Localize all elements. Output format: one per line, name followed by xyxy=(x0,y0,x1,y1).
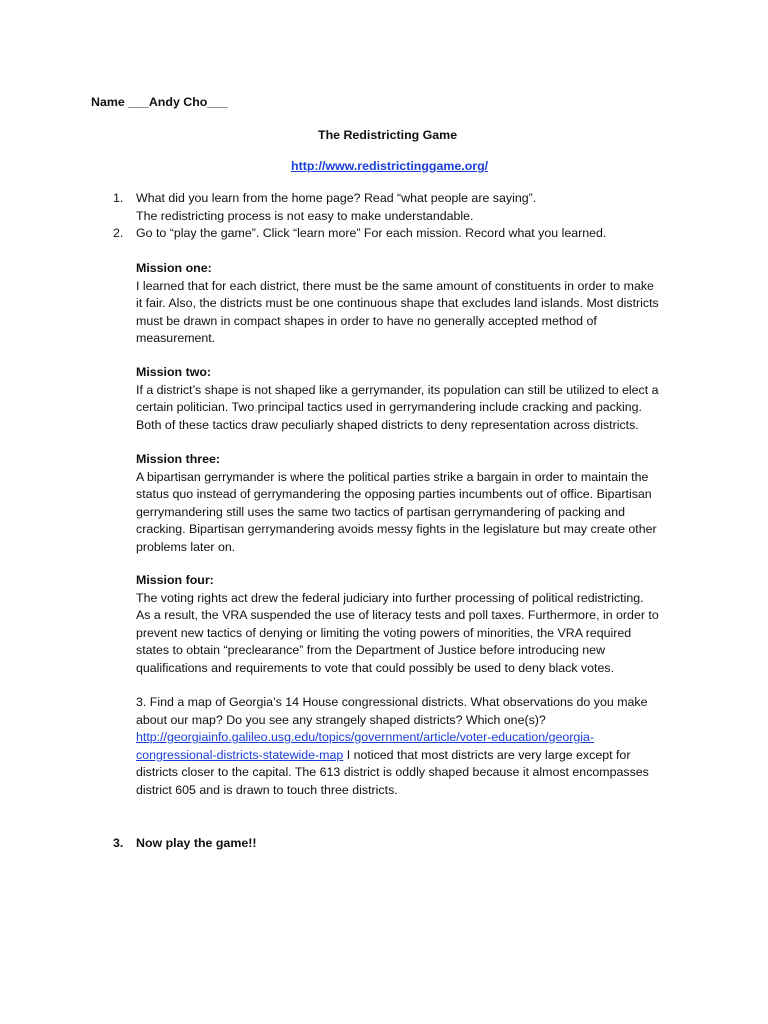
item-1-number: 1. xyxy=(113,191,124,205)
mission-one xyxy=(136,260,676,348)
mission-two xyxy=(136,364,676,434)
mission-four-heading: Mission four: xyxy=(136,573,214,587)
game-url-link[interactable]: http://www.redistrictinggame.org/ xyxy=(291,159,489,173)
mission-two-line: If a district’s shape is not shaped like a gerrymander, its population can still be utilized to elect a xyxy=(136,382,659,397)
mission-four-line: As a result, the VRA suspended the use of literacy tests and poll taxes. Furthermore, in order to xyxy=(136,608,659,622)
mission-four-line: prevent new tactics of denying or limiting the voting powers of minorities, the VRA required xyxy=(136,625,632,640)
mission-three-line: problems later on. xyxy=(136,539,236,554)
mission-three-line: status quo instead of gerrymandering the opposing parties incumbents out of office. Bipartisan xyxy=(136,487,652,501)
question-3 xyxy=(136,694,676,799)
mission-two-line: certain politician. Two principal tactics used in gerrymandering include cracking and packing. xyxy=(136,400,642,414)
mission-four-line: states to obtain “preclearance” from the Department of Justice before introducing new xyxy=(136,643,606,657)
mission-one-line: measurement. xyxy=(136,331,216,345)
mission-two-line: Both of these tactics draw peculiarly shaped districts to deny representation across districts. xyxy=(136,417,639,432)
mission-three xyxy=(136,451,676,556)
mission-one-line: must be drawn in compact shapes in order to have no generally accepted method of xyxy=(136,313,597,328)
georgia-map-link-continued[interactable]: congressional-districts-statewide-map xyxy=(136,747,344,762)
mission-three-line: cracking. Bipartisan gerrymandering avoids messy fights in the legislature but may create other xyxy=(136,522,657,536)
mission-three-line: A bipartisan gerrymander is where the political parties strike a bargain in order to maintain the xyxy=(136,469,649,484)
item-1-answer: The redistricting process is not easy to make understandable. xyxy=(136,208,474,223)
question-3-answer: I noticed that most districts are very large except for xyxy=(343,747,631,762)
mission-four-line: The voting rights act drew the federal judiciary into further processing of political redistricting. xyxy=(136,590,644,605)
mission-three-line: gerrymandering still uses the same two tactics of partisan gerrymandering of packing and xyxy=(136,504,625,519)
question-3-line: about our map? Do you see any strangely shaped districts? Which one(s)? xyxy=(136,712,546,727)
georgia-map-link[interactable]: http://georgiainfo.galileo.usg.edu/topics/government/article/voter-education/georgia- xyxy=(136,730,595,744)
mission-one-heading: Mission one: xyxy=(136,261,212,275)
document-title: The Redistricting Game xyxy=(318,128,458,142)
mission-two-heading: Mission two: xyxy=(136,365,212,379)
mission-four xyxy=(136,572,676,677)
mission-one-line: it fair. Also, the districts must be one continuous shape that excludes land islands. Most districts xyxy=(136,296,659,310)
item-2-number: 2. xyxy=(113,226,124,240)
final-instruction: Now play the game!! xyxy=(136,836,257,850)
name-line: Name ___Andy Cho___ xyxy=(91,95,229,109)
mission-four-line: qualifications and requirements to vote that could possibly be used to deny black votes. xyxy=(136,660,615,675)
item-1-question: What did you learn from the home page? Read “what people are saying”. xyxy=(136,191,537,205)
item-1 xyxy=(136,190,676,225)
item-2-question: Go to “play the game”. Click “learn more” For each mission. Record what you learned. xyxy=(136,226,607,240)
mission-three-heading: Mission three: xyxy=(136,452,220,466)
question-3-line: 3. Find a map of Georgia’s 14 House congressional districts. What observations do you make xyxy=(136,695,648,709)
mission-one-line: I learned that for each district, there must be the same amount of constituents in order to make xyxy=(136,278,654,293)
question-3-answer-line: district 605 and is drawn to touch three districts. xyxy=(136,782,398,797)
final-number: 3. xyxy=(113,836,124,850)
question-3-answer-line: districts closer to the capital. The 613 district is oddly shaped because it almost encompasses xyxy=(136,765,649,779)
